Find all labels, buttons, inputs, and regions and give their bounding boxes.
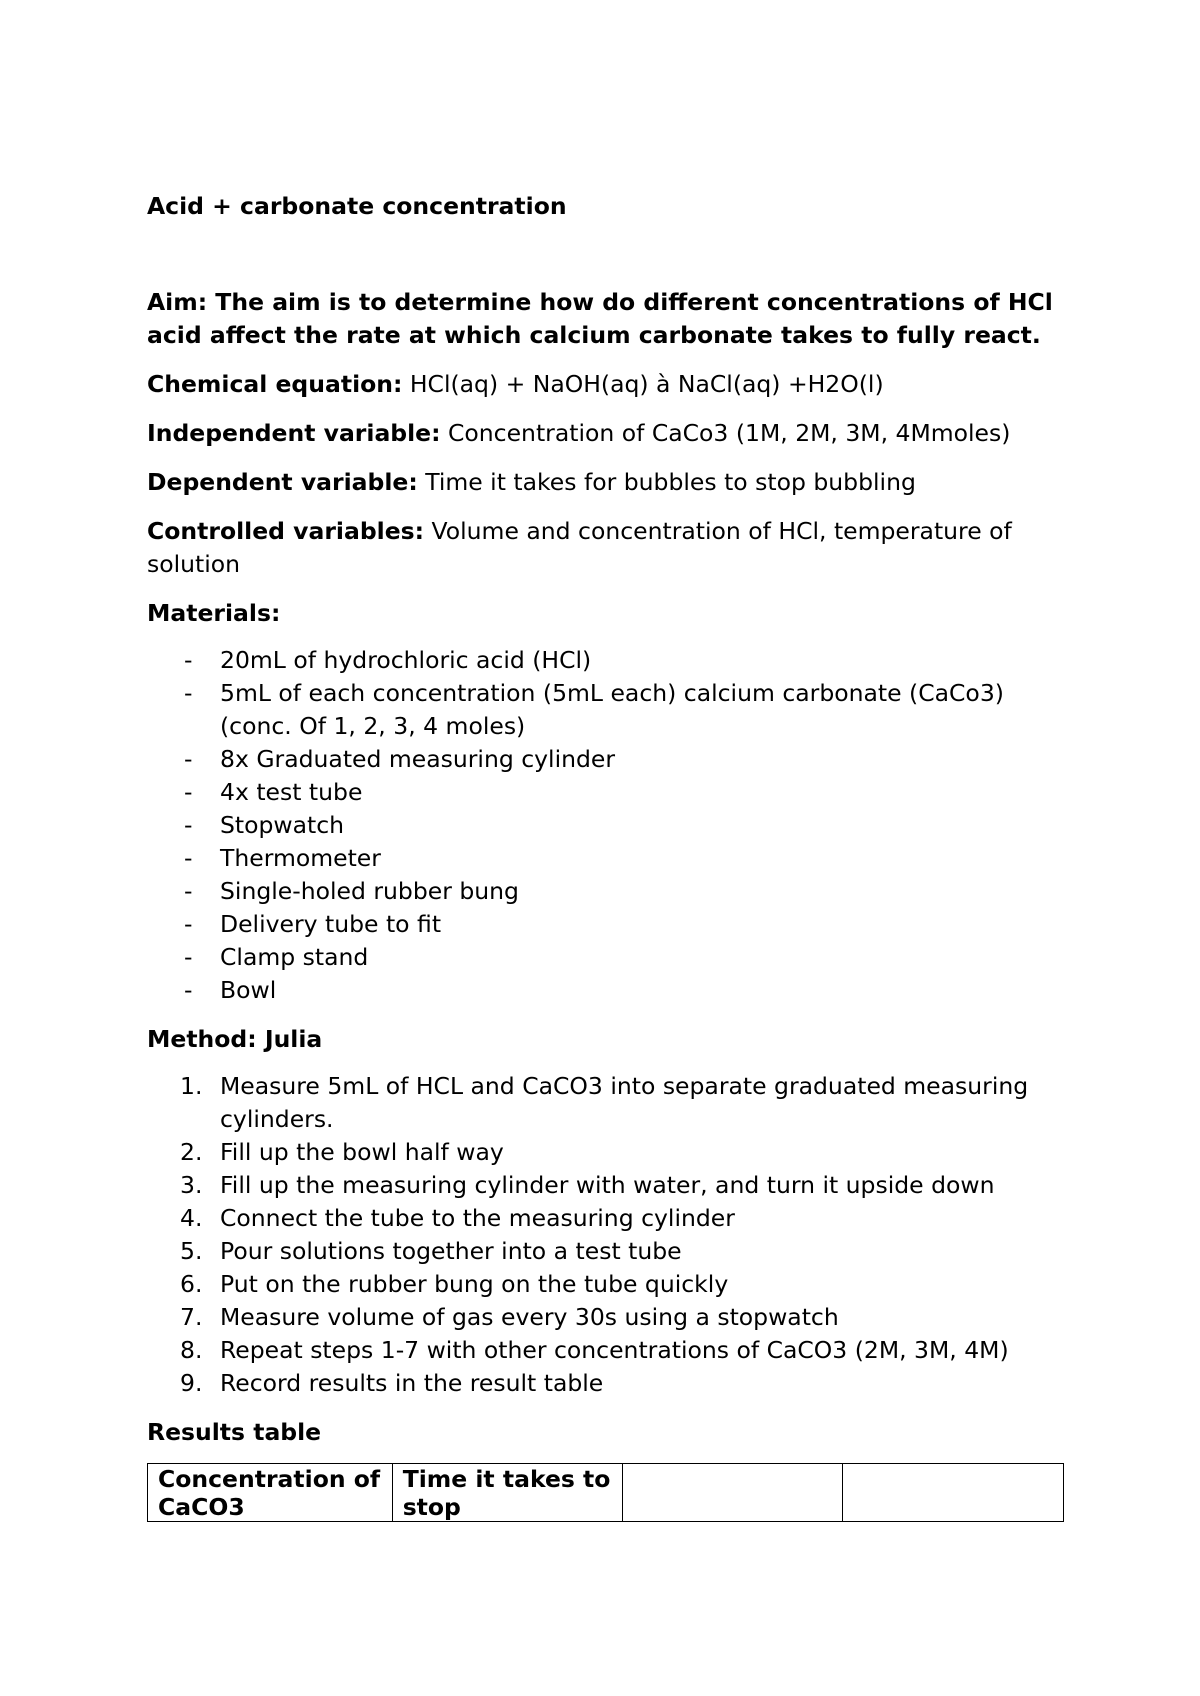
independent-variable-label: Independent variable:	[147, 419, 441, 447]
step-number: 4.	[180, 1204, 203, 1232]
step-text: Put on the rubber bung on the tube quickly	[220, 1270, 729, 1298]
material-item: 5mL of each concentration (5mL each) calcium carbonate (CaCo3) (conc. Of 1, 2, 3, 4 moles)	[220, 679, 1004, 740]
materials-heading: Materials:	[147, 599, 281, 627]
step-text: Record results in the result table	[220, 1369, 604, 1397]
method-steps	[147, 1070, 1067, 1400]
list-item	[147, 908, 1067, 941]
material-item: Thermometer	[220, 844, 381, 872]
material-item: 4x test tube	[220, 778, 363, 806]
dependent-variable-text: Time it takes for bubbles to stop bubbling	[417, 468, 916, 496]
list-item	[147, 1268, 1067, 1301]
materials-list	[147, 644, 1067, 1007]
document-page	[147, 190, 1067, 1522]
list-marker: -	[184, 877, 193, 905]
list-marker: -	[184, 844, 193, 872]
table-row	[148, 1464, 1064, 1522]
list-marker: -	[184, 943, 193, 971]
list-item	[147, 1136, 1067, 1169]
step-text: Fill up the bowl half way	[220, 1138, 504, 1166]
list-item	[147, 1169, 1067, 1202]
list-item	[147, 875, 1067, 908]
material-item: 8x Graduated measuring cylinder	[220, 745, 616, 773]
material-item: 20mL of hydrochloric acid (HCl)	[220, 646, 592, 674]
list-marker: -	[184, 778, 193, 806]
list-item	[147, 809, 1067, 842]
list-item	[147, 743, 1067, 776]
step-number: 5.	[180, 1237, 203, 1265]
aim-paragraph: Aim: The aim is to determine how do different concentrations of HCl acid affect the rate at which calcium carbonate takes to fully react.	[147, 288, 1053, 349]
table-header-cell: Time it takes to stop	[392, 1464, 622, 1522]
table-header-cell	[622, 1464, 843, 1522]
results-table	[147, 1463, 1064, 1522]
list-item	[147, 1301, 1067, 1334]
list-marker: -	[184, 646, 193, 674]
list-item	[147, 974, 1067, 1007]
step-number: 7.	[180, 1303, 203, 1331]
list-marker: -	[184, 679, 193, 707]
step-number: 1.	[180, 1072, 203, 1100]
material-item: Bowl	[220, 976, 277, 1004]
list-item	[147, 842, 1067, 875]
list-item	[147, 941, 1067, 974]
independent-variable-text: Concentration of CaCo3 (1M, 2M, 3M, 4Mmoles)	[440, 419, 1011, 447]
step-number: 8.	[180, 1336, 203, 1364]
step-text: Measure volume of gas every 30s using a stopwatch	[220, 1303, 839, 1331]
controlled-variables	[147, 515, 1067, 581]
dependent-variable-label: Dependent variable:	[147, 468, 418, 496]
list-marker: -	[184, 910, 193, 938]
chemical-equation-label: Chemical equation:	[147, 370, 403, 398]
list-item	[147, 1202, 1067, 1235]
list-marker: -	[184, 745, 193, 773]
results-heading: Results table	[147, 1418, 322, 1446]
controlled-variables-text: Volume and concentration of HCl, temperature of solution	[147, 517, 1012, 578]
list-item	[147, 677, 1067, 743]
dependent-variable	[147, 466, 1067, 499]
step-number: 9.	[180, 1369, 203, 1397]
material-item: Stopwatch	[220, 811, 345, 839]
material-item: Clamp stand	[220, 943, 369, 971]
table-header-cell: Concentration of CaCO3	[148, 1464, 393, 1522]
list-item	[147, 1334, 1067, 1367]
step-text: Pour solutions together into a test tube	[220, 1237, 682, 1265]
chemical-equation	[147, 368, 1067, 401]
list-item	[147, 1070, 1067, 1136]
list-item	[147, 1367, 1067, 1400]
list-item	[147, 1235, 1067, 1268]
material-item: Delivery tube to fit	[220, 910, 442, 938]
list-item	[147, 644, 1067, 677]
step-text: Fill up the measuring cylinder with water, and turn it upside down	[220, 1171, 995, 1199]
method-heading: Method: Julia	[147, 1025, 323, 1053]
chemical-equation-text: HCl(aq) + NaOH(aq) à NaCl(aq) +H2O(l)	[402, 370, 884, 398]
list-marker: -	[184, 811, 193, 839]
document-title: Acid + carbonate concentration	[147, 192, 567, 220]
step-text: Connect the tube to the measuring cylinder	[220, 1204, 735, 1232]
list-marker: -	[184, 976, 193, 1004]
step-number: 3.	[180, 1171, 203, 1199]
step-text: Repeat steps 1-7 with other concentrations of CaCO3 (2M, 3M, 4M)	[220, 1336, 1009, 1364]
step-number: 2.	[180, 1138, 203, 1166]
independent-variable	[147, 417, 1067, 450]
list-item	[147, 776, 1067, 809]
table-header-cell	[843, 1464, 1064, 1522]
material-item: Single-holed rubber bung	[220, 877, 519, 905]
step-text: Measure 5mL of HCL and CaCO3 into separate graduated measuring cylinders.	[220, 1072, 1029, 1133]
controlled-variables-label: Controlled variables:	[147, 517, 425, 545]
step-number: 6.	[180, 1270, 203, 1298]
